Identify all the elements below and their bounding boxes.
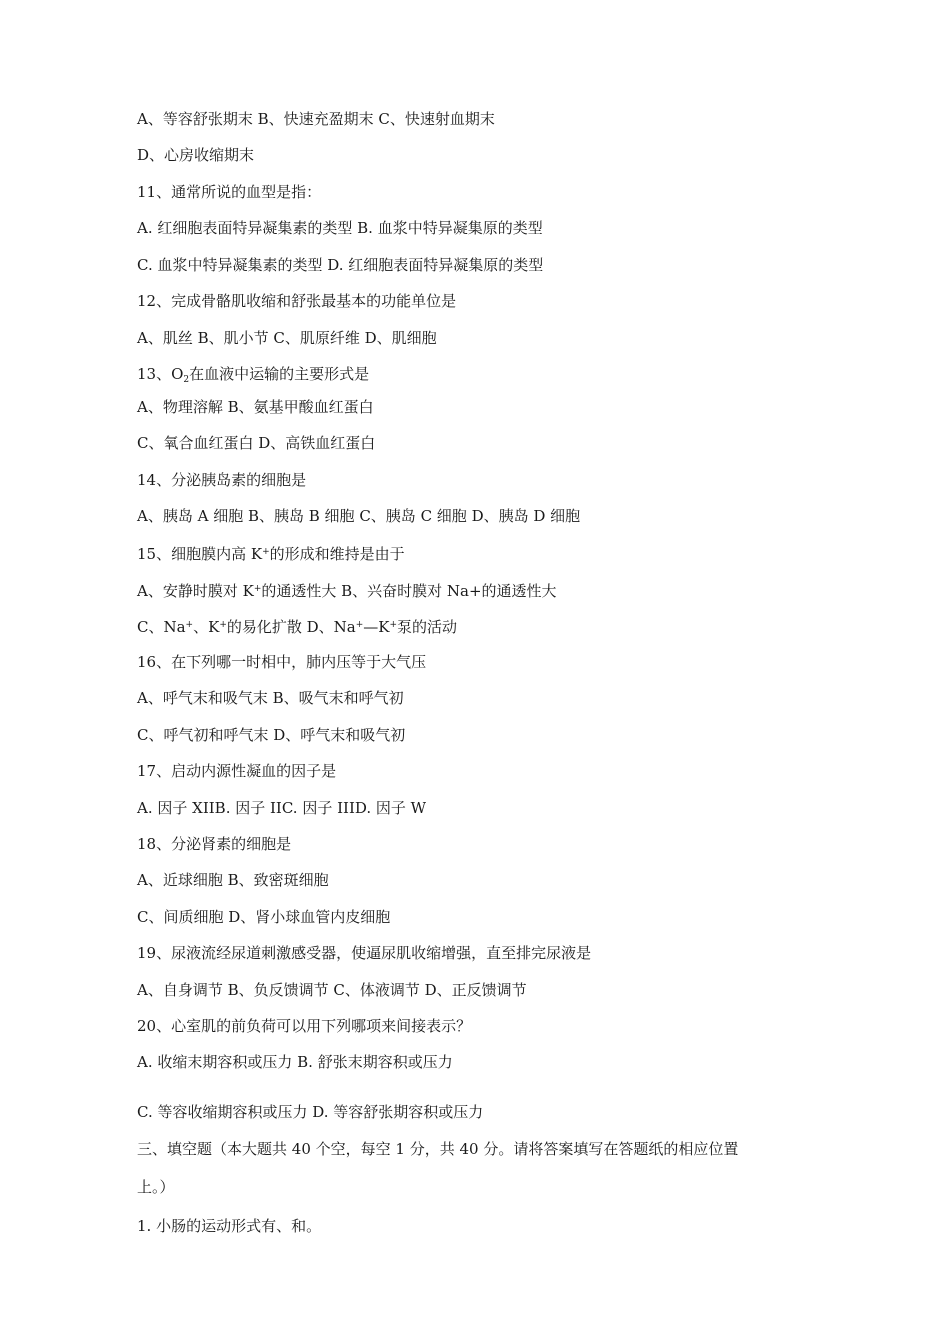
k-superscript: +	[262, 547, 270, 557]
q14-stem: 14、分泌胰岛素的细胞是	[137, 471, 307, 489]
q15-option-c-prefix: C、Na	[137, 618, 186, 636]
k-superscript: +	[389, 620, 398, 630]
q15-stem	[137, 542, 405, 564]
q10-options-abc: A、等容舒张期末 B、快速充盈期末 C、快速射血期末	[137, 110, 495, 128]
na-superscript: +	[355, 620, 364, 630]
q15-option-d-end: 泵的活动	[397, 618, 458, 636]
q12-options: A、肌丝 B、肌小节 C、肌原纤维 D、肌细胞	[137, 329, 437, 347]
q19-stem: 19、尿液流经尿道刺激感受器，使逼尿肌收缩增强，直至排完尿液是	[137, 944, 592, 962]
q15-option-a-prefix: A、安静时膜对 K	[137, 582, 254, 600]
q15-number: 15、细胞膜内高 K	[137, 545, 263, 563]
q17-options: A. 因子 XIIB. 因子 IIC. 因子 IIID. 因子 W	[137, 799, 427, 817]
q16-options-cd: C、呼气初和呼气末 D、呼气末和吸气初	[137, 726, 406, 744]
q13-number: 13、O	[137, 365, 184, 383]
q20-options-cd: C. 等容收缩期容积或压力 D. 等容舒张期容积或压力	[137, 1103, 484, 1121]
section-three-heading: 三、填空题（本大题共 40 个空，每空 1 分，共 40 分。请将答案填写在答题纸的相应位置	[137, 1140, 739, 1158]
q18-options-ab: A、近球细胞 B、致密斑细胞	[137, 871, 329, 889]
q11-options-cd: C. 血浆中特异凝集素的类型 D. 红细胞表面特异凝集原的类型	[137, 256, 544, 274]
q15-text: 的形成和维持是由于	[269, 545, 405, 563]
q15-options-cd-text: 的易化扩散 D、Na	[226, 618, 356, 636]
q19-options: A、自身调节 B、负反馈调节 C、体液调节 D、正反馈调节	[137, 981, 527, 999]
k-superscript: +	[219, 620, 227, 630]
q15-options-cd	[137, 615, 457, 637]
q13-options-ab: A、物理溶解 B、氨基甲酸血红蛋白	[137, 398, 374, 416]
q15-options-ab	[137, 579, 557, 601]
na-superscript: +	[185, 620, 194, 630]
q11-stem: 11、通常所说的血型是指：	[137, 183, 322, 201]
q10-option-d: D、心房收缩期末	[137, 146, 255, 164]
q15-option-c-mid: 、K	[193, 618, 220, 636]
oxygen-subscript: 2	[183, 375, 190, 385]
q15-options-ab-text: 的通透性大 B、兴奋时膜对 Na+的通透性大	[261, 582, 557, 600]
q16-options-ab: A、呼气末和吸气末 B、吸气末和呼气初	[137, 689, 404, 707]
q11-options-ab: A. 红细胞表面特异凝集素的类型 B. 血浆中特异凝集原的类型	[137, 219, 543, 237]
k-superscript: +	[253, 584, 262, 594]
q17-stem: 17、启动内源性凝血的因子是	[137, 762, 337, 780]
q15-option-d-mid: —K	[363, 618, 390, 636]
q18-options-cd: C、间质细胞 D、肾小球血管内皮细胞	[137, 908, 391, 926]
fill-blank-1: 1. 小肠的运动形式有、和。	[137, 1217, 322, 1235]
q18-stem: 18、分泌肾素的细胞是	[137, 835, 292, 853]
q12-stem: 12、完成骨骼肌收缩和舒张最基本的功能单位是	[137, 292, 457, 310]
q13-text: 在血液中运输的主要形式是	[189, 365, 370, 383]
q20-stem: 20、心室肌的前负荷可以用下列哪项来间接表示？	[137, 1017, 472, 1035]
q20-options-ab: A. 收缩末期容积或压力 B. 舒张末期容积或压力	[137, 1053, 453, 1071]
q13-stem	[137, 364, 369, 390]
q16-stem: 16、在下列哪一时相中，肺内压等于大气压	[137, 653, 427, 671]
section-three-heading-continued: 上。）	[137, 1178, 175, 1196]
q14-options: A、胰岛 A 细胞 B、胰岛 B 细胞 C、胰岛 C 细胞 D、胰岛 D 细胞	[137, 507, 581, 525]
q13-options-cd: C、氧合血红蛋白 D、高铁血红蛋白	[137, 434, 376, 452]
